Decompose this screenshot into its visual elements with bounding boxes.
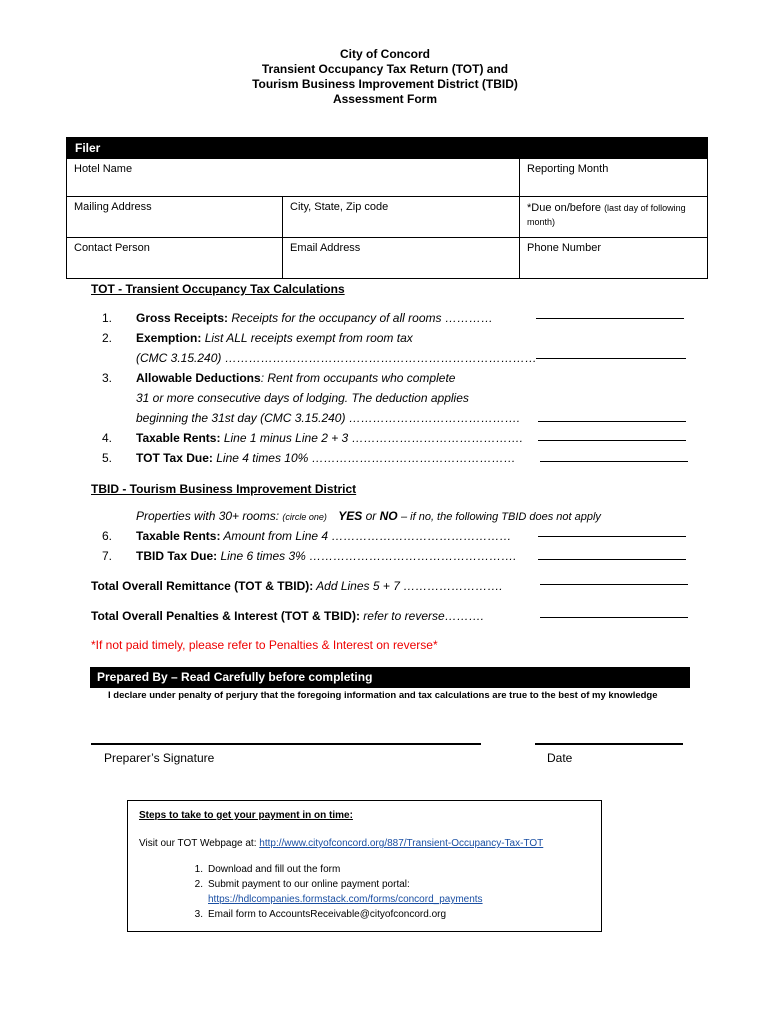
line-number: 5. — [101, 451, 112, 465]
city-state-zip-field[interactable]: City, State, Zip code — [282, 197, 519, 237]
line-text-cont: 31 or more consecutive days of lodging. The deduction applies — [136, 391, 469, 405]
signature-label: Preparer’s Signature — [104, 751, 215, 765]
step-text: Submit payment to our online payment portal: — [208, 879, 410, 890]
line-label: Exemption: — [136, 331, 202, 345]
no-note: – if no, the following TBID does not apply — [400, 511, 601, 523]
filer-row-2 — [67, 196, 707, 237]
line-4-entry[interactable] — [538, 440, 686, 441]
line-number: 1. — [101, 311, 112, 325]
line-label: Allowable Deductions — [136, 371, 261, 385]
line-text: Line 1 minus Line 2 + 3 ……………………………………. — [223, 431, 523, 445]
line-number: 6. — [101, 529, 112, 543]
date-label: Date — [547, 751, 573, 765]
step-text: Download and fill out the form — [208, 864, 341, 875]
properties-text: Properties with 30+ rooms: — [136, 509, 280, 523]
steps-heading: Steps to take to get your payment in on time: — [139, 810, 353, 821]
tbid-properties-row — [136, 506, 601, 527]
line-text: List ALL receipts exempt from room tax — [204, 331, 413, 345]
line-number: 3. — [101, 371, 112, 385]
due-date-field[interactable] — [519, 197, 707, 237]
line-text: Line 4 times 10% …………………………………………… — [216, 451, 516, 465]
step-text: Email form to AccountsReceivable@cityofconcord.org — [208, 909, 447, 920]
due-note: (last day of following month) — [527, 203, 686, 227]
reporting-month-field[interactable]: Reporting Month — [519, 159, 707, 196]
date-line[interactable] — [535, 743, 683, 745]
line-number: 7. — [101, 549, 112, 563]
line-2-entry[interactable] — [536, 358, 686, 359]
tot-heading: TOT - Transient Occupancy Tax Calculations — [91, 282, 345, 296]
total-remittance-row — [91, 576, 503, 596]
form-title-line4: Assessment Form — [332, 92, 438, 106]
form-title-line3: Tourism Business Improvement District (TBID) — [252, 77, 518, 91]
payment-portal-link[interactable]: https://hdlcompanies.formstack.com/forms/concord_payments — [208, 894, 483, 905]
mailing-address-field[interactable]: Mailing Address — [74, 201, 152, 213]
line-text: : Rent from occupants who complete — [260, 371, 456, 385]
line-6-entry[interactable] — [538, 536, 686, 537]
line-1-entry[interactable] — [536, 318, 684, 319]
line-label: TOT Tax Due: — [136, 451, 213, 465]
filer-table — [66, 137, 708, 279]
filer-heading: Filer — [67, 138, 707, 158]
total-penalties-row — [91, 606, 484, 626]
hotel-name-field[interactable]: Hotel Name — [74, 163, 133, 175]
due-label: *Due on/before — [527, 202, 601, 214]
line-label: Gross Receipts: — [136, 311, 229, 325]
contact-person-field[interactable]: Contact Person — [74, 242, 150, 254]
total-remittance-entry[interactable] — [540, 584, 688, 585]
circle-one-note: (circle one) — [282, 512, 327, 522]
filer-row-3 — [67, 237, 707, 278]
tbid-heading: TBID - Tourism Business Improvement District — [91, 482, 357, 496]
line-text: Amount from Line 4 ……………………………………… — [223, 529, 512, 543]
prepared-by-heading: Prepared By – Read Carefully before completing — [90, 667, 690, 688]
line-number: 2. — [101, 331, 112, 345]
or-text: or — [365, 509, 377, 523]
step-number: 2. — [194, 879, 203, 890]
line-text: Receipts for the occupancy of all rooms ………… — [231, 311, 493, 325]
phone-number-field[interactable]: Phone Number — [519, 238, 707, 278]
penalties-text: refer to reverse………. — [363, 609, 484, 623]
total-penalties-entry[interactable] — [540, 617, 688, 618]
line-label: Taxable Rents: — [136, 431, 221, 445]
line-7-entry[interactable] — [538, 559, 686, 560]
payment-steps-box — [127, 800, 602, 932]
tot-webpage-link[interactable]: http://www.cityofconcord.org/887/Transient-Occupancy-Tax-TOT — [259, 838, 544, 849]
perjury-declaration: I declare under penalty of perjury that the foregoing information and tax calculations are true to the best of my knowledge — [108, 690, 658, 701]
line-text: Line 6 times 3% ……………………………………………. — [220, 549, 517, 563]
line-3-entry[interactable] — [538, 421, 686, 422]
visit-text: Visit our TOT Webpage at: — [139, 838, 257, 849]
line-number: 4. — [101, 431, 112, 445]
line-5-entry[interactable] — [540, 461, 688, 462]
line-label: TBID Tax Due: — [136, 549, 218, 563]
late-payment-warning: *If not paid timely, please refer to Penalties & Interest on reverse* — [91, 638, 438, 652]
line-text-cont: (CMC 3.15.240) …………………………………………………………………… — [136, 351, 537, 365]
remittance-label: Total Overall Remittance (TOT & TBID): — [91, 579, 314, 593]
penalties-label: Total Overall Penalties & Interest (TOT & TBID): — [91, 609, 360, 623]
signature-line[interactable] — [91, 743, 481, 745]
form-title-city: City of Concord — [340, 47, 430, 61]
form-title-line2: Transient Occupancy Tax Return (TOT) and — [261, 62, 509, 76]
step-number: 1. — [194, 864, 203, 875]
no-option[interactable]: NO — [379, 509, 398, 523]
line-text-cont: beginning the 31st day (CMC 3.15.240) ……………………………………. — [136, 411, 521, 425]
email-address-field[interactable]: Email Address — [282, 238, 519, 278]
remittance-text: Add Lines 5 + 7 ……………………. — [316, 579, 503, 593]
yes-option[interactable]: YES — [338, 509, 363, 523]
visit-webpage-row — [139, 838, 543, 849]
step-number: 3. — [194, 909, 203, 920]
line-label: Taxable Rents: — [136, 529, 221, 543]
filer-row-1 — [67, 158, 707, 196]
